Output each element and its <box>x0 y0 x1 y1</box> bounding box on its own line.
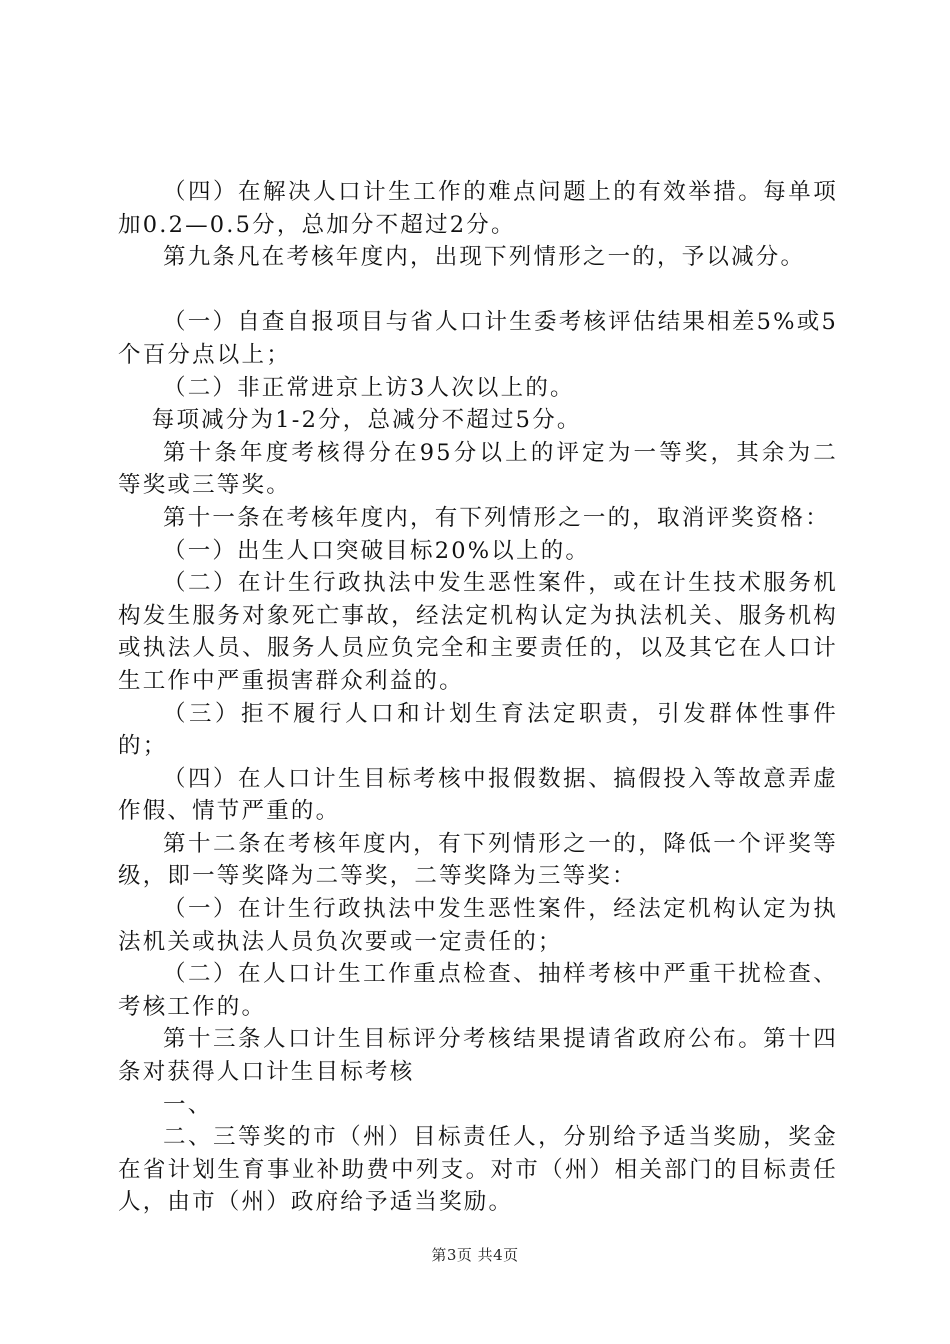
page-footer: 第3页 共4页 <box>431 1246 519 1264</box>
paragraph-article-11-item-1: （一）出生人口突破目标20%以上的。 <box>163 537 591 564</box>
paragraph-article-10: 第十条年度考核得分在95分以上的评定为一等奖，其余为二等奖或三等奖。 <box>118 439 838 499</box>
paragraph-article-11-item-4: （四）在人口计生目标考核中报假数据、搞假投入等故意弄虚作假、情节严重的。 <box>118 765 838 825</box>
paragraph-article-13-14: 第十三条人口计生目标评分考核结果提请省政府公布。第十四条对获得人口计生目标考核 <box>118 1026 838 1086</box>
paragraph-fragment-one: 一、 <box>163 1091 213 1118</box>
paragraph-article-11: 第十一条在考核年度内，有下列情形之一的，取消评奖资格： <box>163 504 830 531</box>
paragraph-article-9-item-1: （一）自查自报项目与省人口计生委考核评估结果相差5%或5个百分点以上； <box>118 309 838 368</box>
paragraph-item-4-measures: （四）在解决人口计生工作的难点问题上的有效举措。每单项加0.2—0.5分，总加分不超过2分。 <box>118 179 838 238</box>
paragraph-article-11-item-2: （二）在计生行政执法中发生恶性案件，或在计生技术服务机构发生服务对象死亡事故，经法定机构认定为执法机关、服务机构或执法人员、服务人员应负完全和主要责任的，以及其它在人口计生工作中严重损害群众利益的。 <box>118 570 838 694</box>
paragraph-article-11-item-3: （三）拒不履行人口和计划生育法定职责，引发群体性事件的； <box>118 700 838 760</box>
paragraph-article-12-item-1: （一）在计生行政执法中发生恶性案件，经法定机构认定为执法机关或执法人员负次要或一定责任的； <box>118 896 838 955</box>
paragraph-awards: 二、三等奖的市（州）目标责任人，分别给予适当奖励，奖金在省计划生育事业补助费中列支。对市（州）相关部门的目标责任人，由市（州）政府给予适当奖励。 <box>118 1124 838 1216</box>
paragraph-article-12-item-2: （二）在人口计生工作重点检查、抽样考核中严重干扰检查、考核工作的。 <box>118 961 838 1020</box>
paragraph-article-9-item-2: （二）非正常进京上访3人次以上的。 <box>163 374 575 401</box>
paragraph-article-9: 第九条凡在考核年度内，出现下列情形之一的，予以减分。 <box>163 244 806 271</box>
paragraph-article-12: 第十二条在考核年度内，有下列情形之一的，降低一个评奖等级，即一等奖降为二等奖，二等奖降为三等奖： <box>118 830 838 890</box>
paragraph-deduction-rule: 每项减分为1-2分，总减分不超过5分。 <box>151 407 582 434</box>
document-body <box>118 176 838 1219</box>
